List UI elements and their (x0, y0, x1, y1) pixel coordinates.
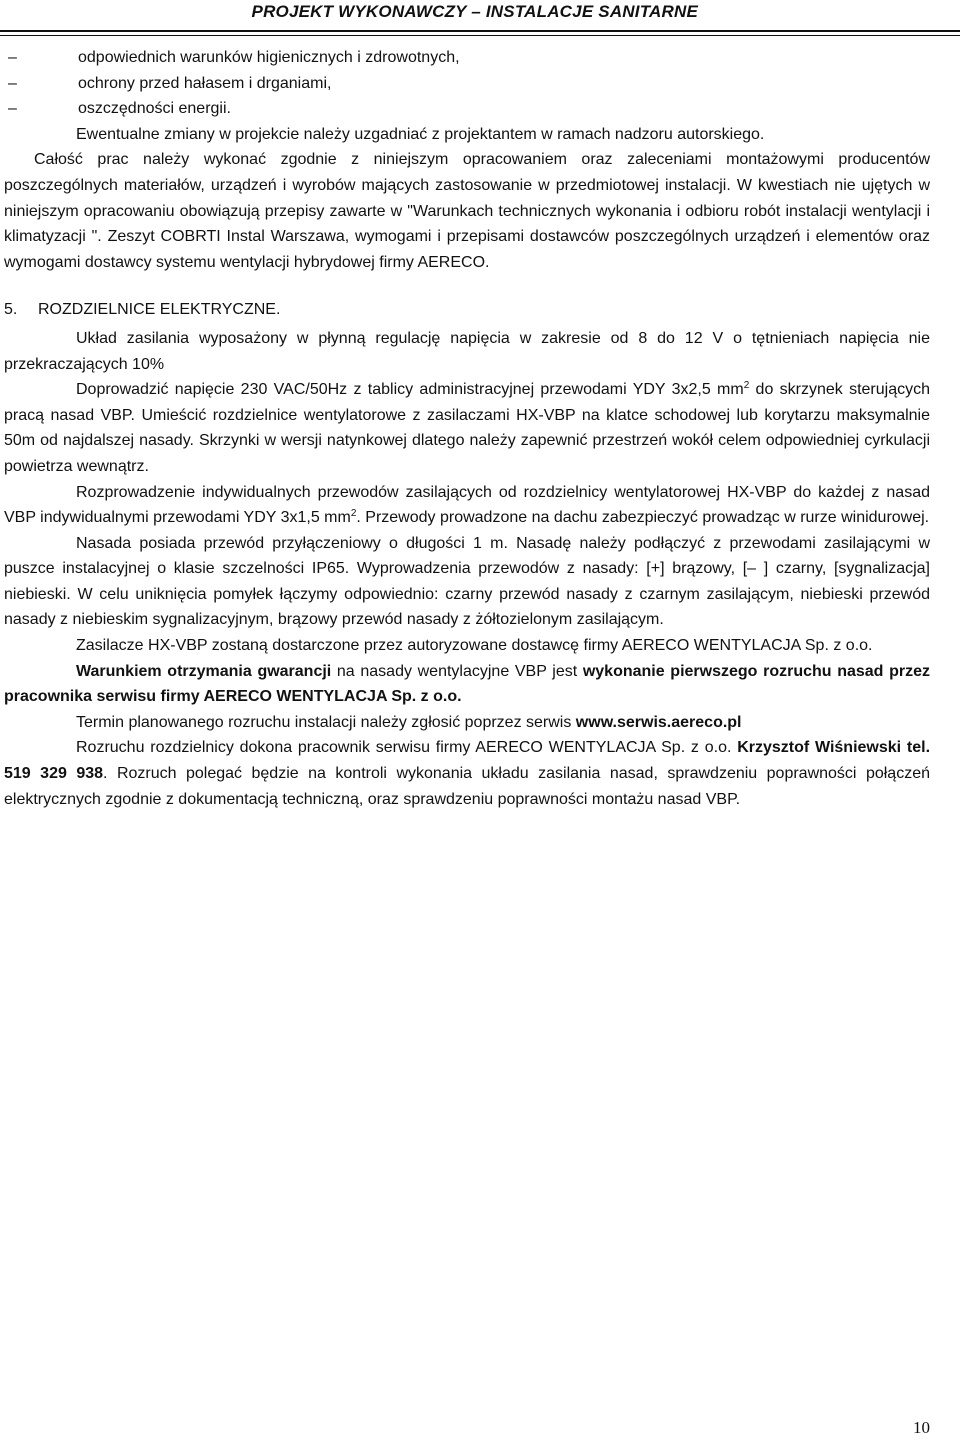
header-rule-thick (0, 30, 960, 32)
paragraph-power-supply: Układ zasilania wyposażony w płynną regulację napięcia w zakresie od 8 do 12 V o tętnieniach napięcia nie przekraczających 10% (4, 329, 930, 373)
paragraph-supplier: Zasilacze HX-VBP zostaną dostarczone przez autoryzowane dostawcę firmy AERECO WENTYLACJA Sp. z o.o. (76, 637, 873, 655)
contact-person: Krzysztof Wiśniewski tel. 519 329 938 (4, 739, 931, 783)
list-item (4, 71, 930, 97)
service-link[interactable]: www.serwis.aereco.pl (575, 713, 742, 731)
section-heading (4, 297, 930, 323)
document-body (4, 45, 930, 812)
list-dash: – (8, 100, 17, 118)
paragraph-connection: Nasada posiada przewód przyłączeniowy o długości 1 m. Nasadę należy podłączyć z przewodami zasilającymi w puszce instalacyjnej o klasie szczelności IP65. Wyprowadzenia przewodów z nasady: [+] brązowy, [– ] czarny, [sygnalizacja] niebieski. W celu uniknięcia pomyłek łączymy odpowiednio: czarny przewód nasady z czarnym zasilającym, niebieski przewód nasady z niebieskim sygnalizacyjnym, brązowy przewód nasady z żółtozielonym zasilającym. (4, 534, 930, 629)
paragraph-startup: Rozruchu rozdzielnicy dokona pracownik serwisu firmy AERECO WENTYLACJA Sp. z o.o. Krzysztof Wiśniewski tel. 519 329 938. Rozruch polegać będzie na kontroli wykonania układu zasilania nasad, sprawdzeniu poprawności połączeń elektrycznych zgodnie z dokumentacją techniczną, oraz sprawdzeniu poprawności montażu nasad VBP. (4, 739, 931, 808)
page-number: 10 (913, 1418, 930, 1437)
intro-paragraph-compliance: Całość prac należy wykonać zgodnie z niniejszym opracowaniem oraz zaleceniami montażowymi producentów poszczególnych materiałów, urządzeń i wyrobów mających zastosowanie w przedmiotowej instalacji. W kwestiach nie ujętych w niniejszym opracowaniu obowiązują przepisy zawarte w "Warunkach technicznych wykonania i odbioru robót instalacji wentylacji i klimatyzacji ". Zeszyt COBRTI Instal Warszawa, wymogami i przepisami dostawców poszczególnych urządzeń i elementów oraz wymogami dostawcy systemu wentylacji hybrydowej firmy AERECO. (4, 151, 930, 271)
list-dash: – (8, 74, 17, 92)
list-item-text: oszczędności energii. (78, 100, 231, 118)
header-title: PROJEKT WYKONAWCZY – INSTALACJE SANITARNE (251, 2, 698, 21)
page-header (0, 0, 960, 42)
section-title: ROZDZIELNICE ELEKTRYCZNE. (38, 301, 281, 319)
header-rule-thin (0, 35, 960, 36)
requirements-list (4, 45, 930, 122)
list-item-text: odpowiednich warunków higienicznych i zdrowotnych, (78, 49, 460, 66)
list-item-text: ochrony przed hałasem i drganiami, (78, 74, 332, 92)
intro-paragraph-changes: Ewentualne zmiany w projekcie należy uzgadniać z projektantem w ramach nadzoru autorskiego. (76, 125, 765, 143)
paragraph-wiring: Rozprowadzenie indywidualnych przewodów zasilających od rozdzielnicy wentylatorowej HX-VBP do każdej z nasad VBP indywidualnymi przewodami YDY 3x1,5 $mm^2$. Przewody prowadzone na dachu zabezpieczyć prowadząc w rurze winidurowej. (4, 483, 930, 527)
list-item (4, 96, 930, 122)
paragraph-supply-voltage: Doprowadzić napięcie 230 VAC/50Hz z tablicy administracyjnej przewodami YDY 3x2,5 $mm^2$ do skrzynek sterujących pracą nasad VBP. Umieścić rozdzielnice wentylatorowe z zasilaczami HX-VBP na klatce schodowej lub korytarzu maksymalnie 50m od najdalszej nasady. Skrzynki w wersji natynkowej dlatego należy zapewnić przestrzeń wokół celem odpowiedniej cyrkulacji powietrza wewnątrz. (4, 380, 930, 475)
list-item (4, 45, 930, 71)
section-number: 5. (4, 301, 18, 319)
list-dash: – (8, 49, 17, 66)
paragraph-startup-date: Termin planowanego rozruchu instalacji należy zgłosić poprzez serwis www.serwis.aereco.pl (76, 713, 742, 731)
paragraph-warranty: Warunkiem otrzymania gwarancji na nasady wentylacyjne VBP jest wykonanie pierwszego rozruchu nasad przez pracownika serwisu firmy AERECO WENTYLACJA Sp. z o.o. (4, 662, 930, 706)
